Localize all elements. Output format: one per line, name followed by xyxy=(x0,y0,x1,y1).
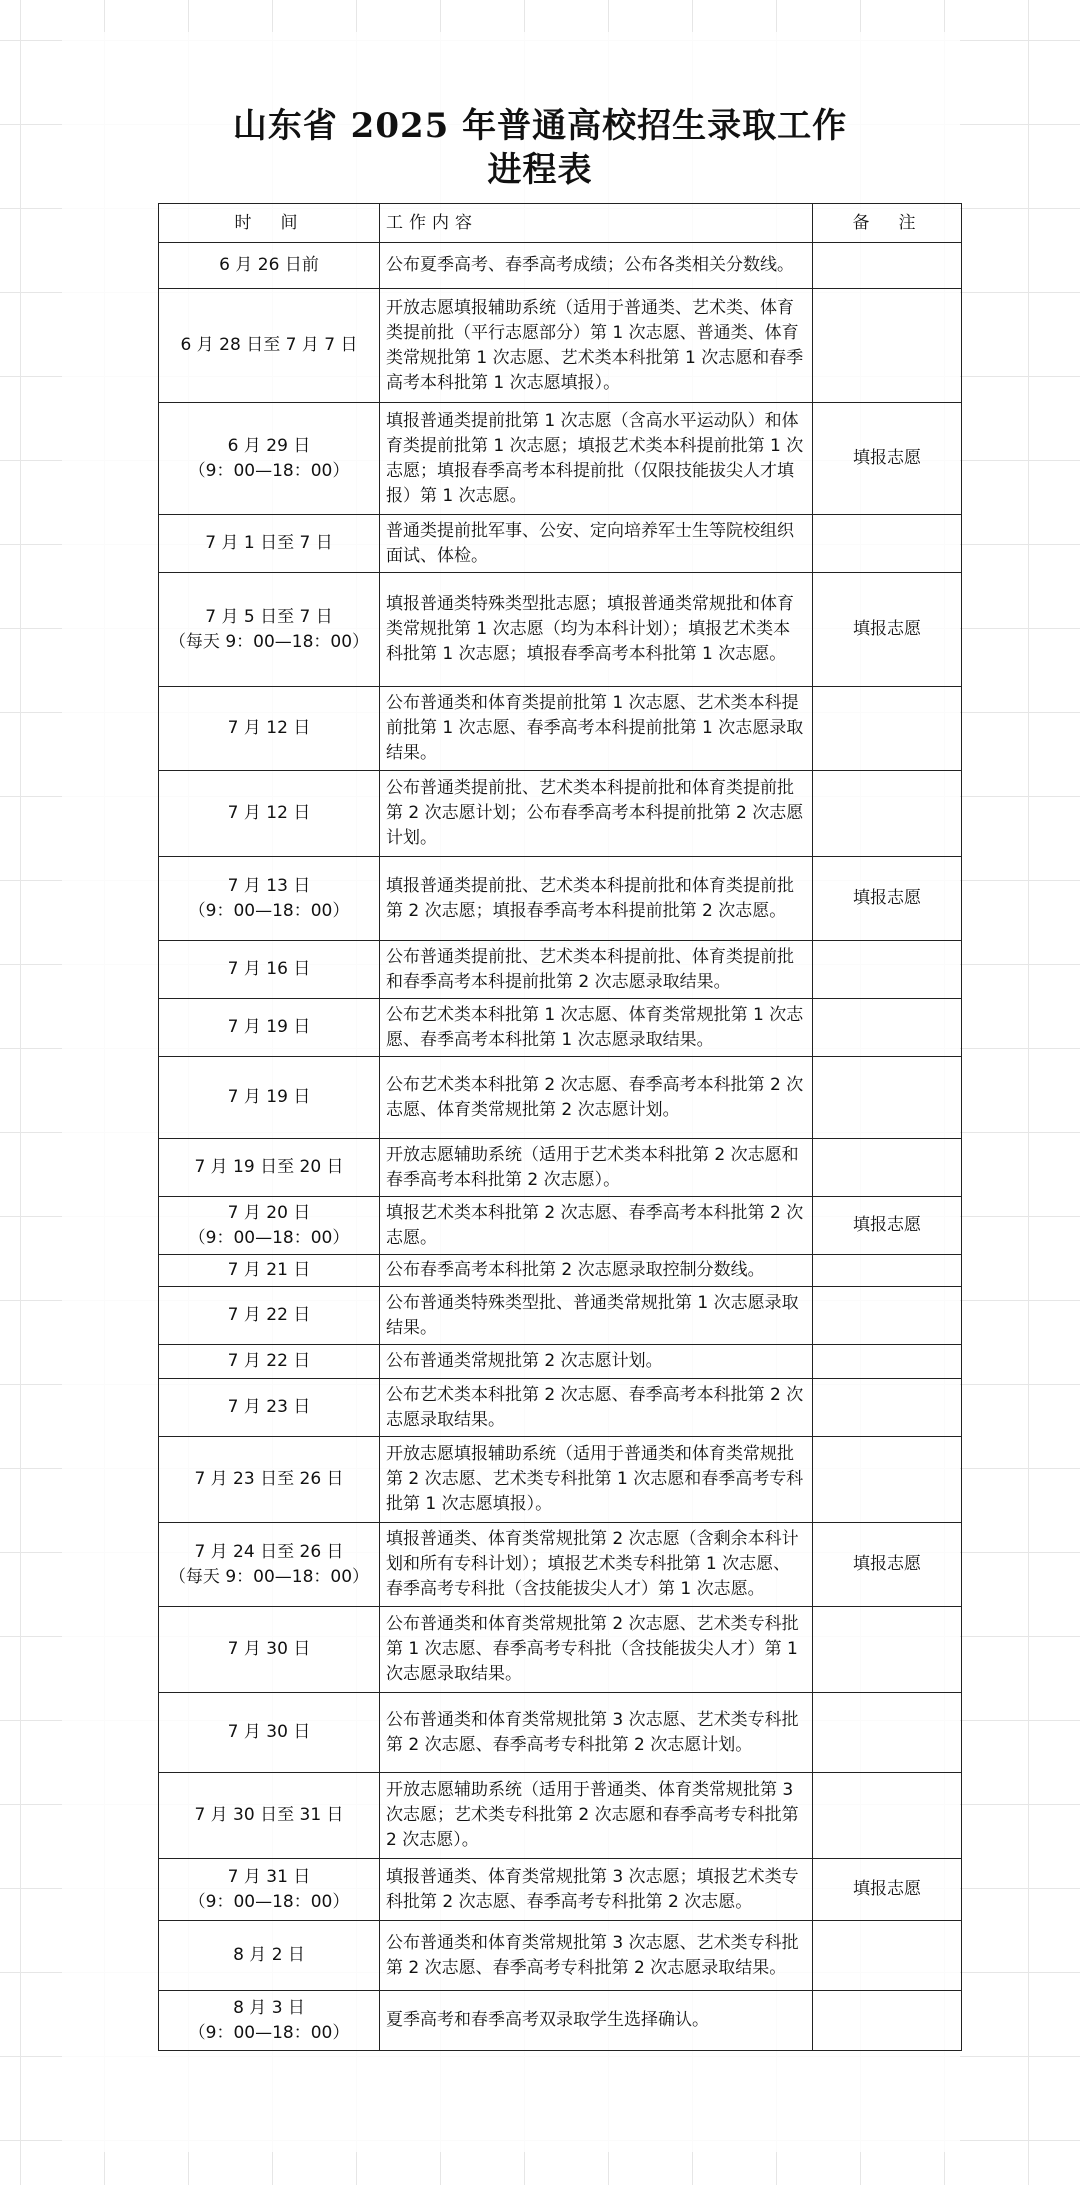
table-row xyxy=(159,573,962,687)
cell-time: 6 月 28 日至 7 月 7 日 xyxy=(159,289,380,403)
table-row xyxy=(159,1255,962,1287)
header-row xyxy=(159,204,962,243)
cell-content: 开放志愿填报辅助系统（适用于普通类和体育类常规批第 2 次志愿、艺术类专科批第 1 次志愿和春季高考专科批第 1 次志愿填报）。 xyxy=(380,1437,813,1523)
cell-content: 公布普通类和体育类常规批第 2 次志愿、艺术类专科批第 1 次志愿、春季高考专科批（含技能拔尖人才）第 1 次志愿录取结果。 xyxy=(380,1607,813,1693)
cell-note xyxy=(813,999,962,1057)
table-row xyxy=(159,687,962,771)
cell-time: 7 月 19 日 xyxy=(159,999,380,1057)
cell-time: 7 月 16 日 xyxy=(159,941,380,999)
cell-note xyxy=(813,1693,962,1773)
cell-time: 7 月 12 日 xyxy=(159,687,380,771)
cell-time: 6 月 26 日前 xyxy=(159,243,380,289)
header-content: 工作内容 xyxy=(380,204,813,243)
table-row xyxy=(159,243,962,289)
table-row xyxy=(159,857,962,941)
table-row xyxy=(159,1859,962,1921)
table-row xyxy=(159,771,962,857)
cell-content: 公布艺术类本科批第 2 次志愿、春季高考本科批第 2 次志愿、体育类常规批第 2 次志愿计划。 xyxy=(380,1057,813,1139)
cell-content: 填报普通类、体育类常规批第 2 次志愿（含剩余本科计划和所有专科计划）；填报艺术类专科批第 1 次志愿、春季高考专科批（含技能拔尖人才）第 1 次志愿。 xyxy=(380,1523,813,1607)
page-title xyxy=(0,104,1080,192)
cell-note: 填报志愿 xyxy=(813,857,962,941)
header-time: 时 间 xyxy=(159,204,380,243)
cell-note xyxy=(813,515,962,573)
cell-note xyxy=(813,1437,962,1523)
cell-time: 7 月 5 日至 7 日 （每天 9：00—18：00） xyxy=(159,573,380,687)
table-row xyxy=(159,999,962,1057)
table-row xyxy=(159,1197,962,1255)
cell-note: 填报志愿 xyxy=(813,1197,962,1255)
cell-note xyxy=(813,1991,962,2051)
cell-content: 公布夏季高考、春季高考成绩；公布各类相关分数线。 xyxy=(380,243,813,289)
cell-time: 7 月 23 日 xyxy=(159,1379,380,1437)
table-row xyxy=(159,941,962,999)
cell-time: 7 月 30 日 xyxy=(159,1693,380,1773)
cell-content: 填报普通类提前批、艺术类本科提前批和体育类提前批第 2 次志愿；填报春季高考本科提前批第 2 次志愿。 xyxy=(380,857,813,941)
cell-time: 7 月 22 日 xyxy=(159,1345,380,1379)
cell-content: 开放志愿填报辅助系统（适用于普通类、艺术类、体育类提前批（平行志愿部分）第 1 次志愿、普通类、体育类常规批第 1 次志愿、艺术类本科批第 1 次志愿和春季高考本科批第 1 次志愿填报）。 xyxy=(380,289,813,403)
table-row xyxy=(159,1773,962,1859)
cell-note: 填报志愿 xyxy=(813,1523,962,1607)
cell-content: 填报普通类、体育类常规批第 3 次志愿；填报艺术类专科批第 2 次志愿、春季高考专科批第 2 次志愿。 xyxy=(380,1859,813,1921)
cell-time: 7 月 19 日 xyxy=(159,1057,380,1139)
cell-content: 公布普通类提前批、艺术类本科提前批和体育类提前批第 2 次志愿计划；公布春季高考本科提前批第 2 次志愿计划。 xyxy=(380,771,813,857)
cell-content: 夏季高考和春季高考双录取学生选择确认。 xyxy=(380,1991,813,2051)
table-row xyxy=(159,1287,962,1345)
cell-content: 公布艺术类本科批第 2 次志愿、春季高考本科批第 2 次志愿录取结果。 xyxy=(380,1379,813,1437)
cell-note xyxy=(813,289,962,403)
cell-time: 8 月 2 日 xyxy=(159,1921,380,1991)
cell-note xyxy=(813,1139,962,1197)
cell-content: 公布春季高考本科批第 2 次志愿录取控制分数线。 xyxy=(380,1255,813,1287)
table-row xyxy=(159,1437,962,1523)
cell-note: 填报志愿 xyxy=(813,573,962,687)
cell-time: 7 月 30 日至 31 日 xyxy=(159,1773,380,1859)
table-row xyxy=(159,1139,962,1197)
table-row xyxy=(159,1991,962,2051)
table-row xyxy=(159,1921,962,1991)
cell-note xyxy=(813,1773,962,1859)
cell-note xyxy=(813,1287,962,1345)
table-row xyxy=(159,515,962,573)
cell-time: 7 月 21 日 xyxy=(159,1255,380,1287)
cell-content: 公布普通类提前批、艺术类本科提前批、体育类提前批和春季高考本科提前批第 2 次志愿录取结果。 xyxy=(380,941,813,999)
cell-content: 普通类提前批军事、公安、定向培养军士生等院校组织面试、体检。 xyxy=(380,515,813,573)
cell-time: 7 月 1 日至 7 日 xyxy=(159,515,380,573)
cell-time: 7 月 19 日至 20 日 xyxy=(159,1139,380,1197)
cell-content: 公布普通类常规批第 2 次志愿计划。 xyxy=(380,1345,813,1379)
cell-time: 7 月 31 日 （9：00—18：00） xyxy=(159,1859,380,1921)
table-row xyxy=(159,1345,962,1379)
cell-time: 7 月 12 日 xyxy=(159,771,380,857)
cell-content: 填报普通类特殊类型批志愿；填报普通类常规批和体育类常规批第 1 次志愿（均为本科计划）；填报艺术类本科批第 1 次志愿；填报春季高考本科批第 1 次志愿。 xyxy=(380,573,813,687)
title-line: 山东省 2025 年普通高校招生录取工作 进程表 xyxy=(232,106,848,190)
table-row xyxy=(159,403,962,515)
cell-content: 填报艺术类本科批第 2 次志愿、春季高考本科批第 2 次志愿。 xyxy=(380,1197,813,1255)
cell-content: 公布普通类和体育类提前批第 1 次志愿、艺术类本科提前批第 1 次志愿、春季高考本科提前批第 1 次志愿录取结果。 xyxy=(380,687,813,771)
cell-content: 公布普通类和体育类常规批第 3 次志愿、艺术类专科批第 2 次志愿、春季高考专科批第 2 次志愿计划。 xyxy=(380,1693,813,1773)
cell-note: 填报志愿 xyxy=(813,403,962,515)
cell-time: 6 月 29 日 （9：00—18：00） xyxy=(159,403,380,515)
cell-time: 8 月 3 日 （9：00—18：00） xyxy=(159,1991,380,2051)
cell-note xyxy=(813,771,962,857)
table-row xyxy=(159,1607,962,1693)
cell-note xyxy=(813,1379,962,1437)
cell-time: 7 月 20 日 （9：00—18：00） xyxy=(159,1197,380,1255)
cell-note xyxy=(813,941,962,999)
cell-content: 公布普通类和体育类常规批第 3 次志愿、艺术类专科批第 2 次志愿、春季高考专科批第 2 次志愿录取结果。 xyxy=(380,1921,813,1991)
cell-time: 7 月 24 日至 26 日 （每天 9：00—18：00） xyxy=(159,1523,380,1607)
cell-content: 公布艺术类本科批第 1 次志愿、体育类常规批第 1 次志愿、春季高考本科批第 1 次志愿录取结果。 xyxy=(380,999,813,1057)
cell-time: 7 月 22 日 xyxy=(159,1287,380,1345)
cell-content: 开放志愿辅助系统（适用于艺术类本科批第 2 次志愿和春季高考本科批第 2 次志愿）。 xyxy=(380,1139,813,1197)
cell-note xyxy=(813,1921,962,1991)
cell-time: 7 月 30 日 xyxy=(159,1607,380,1693)
cell-note xyxy=(813,1057,962,1139)
header-note: 备 注 xyxy=(813,204,962,243)
cell-content: 开放志愿辅助系统（适用于普通类、体育类常规批第 3 次志愿；艺术类专科批第 2 次志愿和春季高考专科批第 2 次志愿）。 xyxy=(380,1773,813,1859)
table-row xyxy=(159,289,962,403)
cell-note xyxy=(813,1345,962,1379)
table-row xyxy=(159,1693,962,1773)
cell-time: 7 月 23 日至 26 日 xyxy=(159,1437,380,1523)
table-row xyxy=(159,1379,962,1437)
cell-note xyxy=(813,243,962,289)
cell-content: 填报普通类提前批第 1 次志愿（含高水平运动队）和体育类提前批第 1 次志愿；填报艺术类本科提前批第 1 次志愿；填报春季高考本科提前批（仅限技能拔尖人才填报）第 1 次志愿。 xyxy=(380,403,813,515)
cell-note xyxy=(813,1255,962,1287)
table-row xyxy=(159,1057,962,1139)
cell-content: 公布普通类特殊类型批、普通类常规批第 1 次志愿录取结果。 xyxy=(380,1287,813,1345)
cell-note xyxy=(813,1607,962,1693)
cell-time: 7 月 13 日 （9：00—18：00） xyxy=(159,857,380,941)
cell-note xyxy=(813,687,962,771)
cell-note: 填报志愿 xyxy=(813,1859,962,1921)
schedule-table xyxy=(158,203,962,2051)
table-row xyxy=(159,1523,962,1607)
